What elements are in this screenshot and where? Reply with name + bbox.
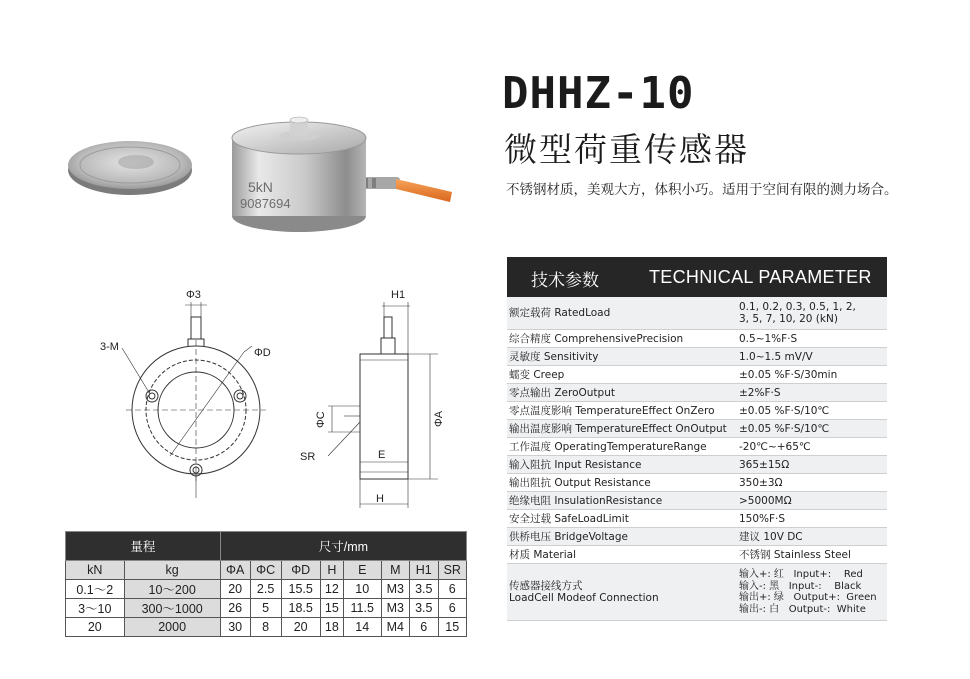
table-cell: 300～1000 [124, 599, 220, 618]
side-view [328, 302, 438, 508]
param-value-text: 0.1, 0.2, 0.3, 0.5, 1, 2, 3, 5, 7, 10, 20 (kN) [739, 301, 856, 325]
connection-name [507, 564, 731, 621]
table-cell: 2.5 [250, 580, 281, 599]
param-row [507, 456, 887, 474]
param-name: 零点温度影响 TemperatureEffect OnZero [507, 402, 731, 420]
param-name: 额定载荷 RatedLoad [507, 297, 731, 330]
connection-name-cn: 传感器接线方式 [509, 580, 583, 592]
table-cell: 11.5 [343, 599, 381, 618]
header-range: 量程 [66, 532, 221, 561]
table-cell: 14 [343, 618, 381, 637]
param-name: 零点输出 ZeroOutput [507, 384, 731, 402]
sensor-cable [360, 177, 452, 202]
param-row [507, 474, 887, 492]
parameter-table [507, 297, 887, 621]
param-row [507, 330, 887, 348]
top-view [122, 302, 266, 498]
param-value: ±0.05 %F·S/10℃ [731, 402, 887, 420]
connection-line: 输出-: 白 Output-: White [739, 603, 866, 615]
param-row [507, 492, 887, 510]
table-cell: 12 [320, 580, 343, 599]
param-name: 输入阻抗 Input Resistance [507, 456, 731, 474]
param-row [507, 528, 887, 546]
param-value [731, 297, 887, 330]
param-row [507, 348, 887, 366]
table-cell: 20 [220, 580, 250, 599]
param-row [507, 402, 887, 420]
label-phiC: ΦC [315, 411, 327, 428]
label-phiA: ΦA [433, 410, 445, 427]
param-name: 工作温度 OperatingTemperatureRange [507, 438, 731, 456]
column-header: ΦA [220, 561, 250, 580]
param-row [507, 297, 887, 330]
param-value: 1.0~1.5 mV/V [731, 348, 887, 366]
table-cell: 3.5 [410, 599, 438, 618]
param-value: ±0.05 %F·S/10℃ [731, 420, 887, 438]
column-header: kN [66, 561, 125, 580]
param-row [507, 510, 887, 528]
parameter-title-en: TECHNICAL PARAMETER [649, 267, 872, 287]
param-name: 材质 Material [507, 546, 731, 564]
table-cell: 5 [250, 599, 281, 618]
table-cell: M3 [381, 599, 409, 618]
connection-line: 输入-: 黑 Input-: Black [739, 580, 862, 592]
table-cell: 3～10 [66, 599, 125, 618]
table-row [66, 618, 467, 637]
column-header-row [66, 561, 467, 580]
product-name: 微型荷重传感器 [504, 130, 749, 169]
column-header: kg [124, 561, 220, 580]
table-cell: 8 [250, 618, 281, 637]
connection-line: 输出+: 绿 Output+: Green [739, 592, 877, 603]
connection-value [731, 564, 887, 621]
table-cell: 15 [320, 599, 343, 618]
column-header: ΦC [250, 561, 281, 580]
dimension-table [65, 531, 467, 637]
param-value: >5000MΩ [731, 492, 887, 510]
param-name: 输出温度影响 TemperatureEffect OnOutput [507, 420, 731, 438]
column-header: E [343, 561, 381, 580]
connection-row [507, 564, 887, 621]
label-sr: SR [300, 451, 316, 463]
coin [68, 141, 192, 195]
column-header: H [320, 561, 343, 580]
engraving-serial: 9087694 [240, 196, 291, 211]
table-cell: 18 [320, 618, 343, 637]
connection-line: 输入+: 红 Input+: Red [739, 569, 863, 580]
table-cell: 2000 [124, 618, 220, 637]
label-h: H [376, 493, 384, 505]
param-name: 绝缘电阻 InsulationResistance [507, 492, 731, 510]
param-row [507, 546, 887, 564]
param-name: 综合精度 ComprehensivePrecision [507, 330, 731, 348]
product-model: DHHZ-10 [502, 68, 695, 119]
param-value: 不锈钢 Stainless Steel [731, 546, 887, 564]
table-cell: 15 [438, 618, 467, 637]
label-phi3: Φ3 [186, 289, 201, 301]
table-cell: M3 [381, 580, 409, 599]
param-name: 安全过载 SafeLoadLimit [507, 510, 731, 528]
header-size: 尺寸/mm [220, 532, 466, 561]
connection-name-en: LoadCell Modeof Connection [509, 592, 659, 604]
param-row [507, 420, 887, 438]
param-name: 蠕变 Creep [507, 366, 731, 384]
table-cell: 6 [438, 580, 467, 599]
column-header: H1 [410, 561, 438, 580]
param-value: 0.5~1%F·S [731, 330, 887, 348]
engraving-capacity: 5kN [248, 179, 273, 195]
label-h1: H1 [391, 289, 406, 301]
table-cell: 3.5 [410, 580, 438, 599]
product-description: 不锈钢材质，美观大方，体积小巧。适用于空间有限的测力场合。 [506, 182, 898, 198]
table-cell: 6 [410, 618, 438, 637]
table-row [66, 599, 467, 618]
param-value: 建议 10V DC [731, 528, 887, 546]
table-cell: 18.5 [281, 599, 320, 618]
param-value: 365±15Ω [731, 456, 887, 474]
param-value: -20℃~+65℃ [731, 438, 887, 456]
table-cell: 20 [281, 618, 320, 637]
table-cell: 0.1～2 [66, 580, 125, 599]
product-photo [60, 110, 460, 240]
column-header: ΦD [281, 561, 320, 580]
table-row [66, 580, 467, 599]
table-cell: 30 [220, 618, 250, 637]
table-cell: 6 [438, 599, 467, 618]
parameter-header [507, 257, 887, 297]
label-3m: 3-M [100, 341, 119, 353]
table-cell: M4 [381, 618, 409, 637]
column-header: SR [438, 561, 467, 580]
param-value: ±0.05 %F·S/30min [731, 366, 887, 384]
param-value: 150%F·S [731, 510, 887, 528]
param-row [507, 384, 887, 402]
table-cell: 26 [220, 599, 250, 618]
label-e: E [378, 449, 386, 461]
parameter-title-cn: 技术参数 [531, 271, 599, 291]
table-cell: 15.5 [281, 580, 320, 599]
param-name: 灵敏度 Sensitivity [507, 348, 731, 366]
table-cell: 10 [343, 580, 381, 599]
param-value: ±2%F·S [731, 384, 887, 402]
column-header: M [381, 561, 409, 580]
param-row [507, 438, 887, 456]
table-cell: 20 [66, 618, 125, 637]
param-name: 输出阻抗 Output Resistance [507, 474, 731, 492]
param-row [507, 366, 887, 384]
technical-drawing [92, 282, 454, 508]
sensor-body [232, 117, 366, 232]
label-phiD: ΦD [254, 347, 271, 359]
table-cell: 10～200 [124, 580, 220, 599]
param-value: 350±3Ω [731, 474, 887, 492]
param-name: 供桥电压 BridgeVoltage [507, 528, 731, 546]
